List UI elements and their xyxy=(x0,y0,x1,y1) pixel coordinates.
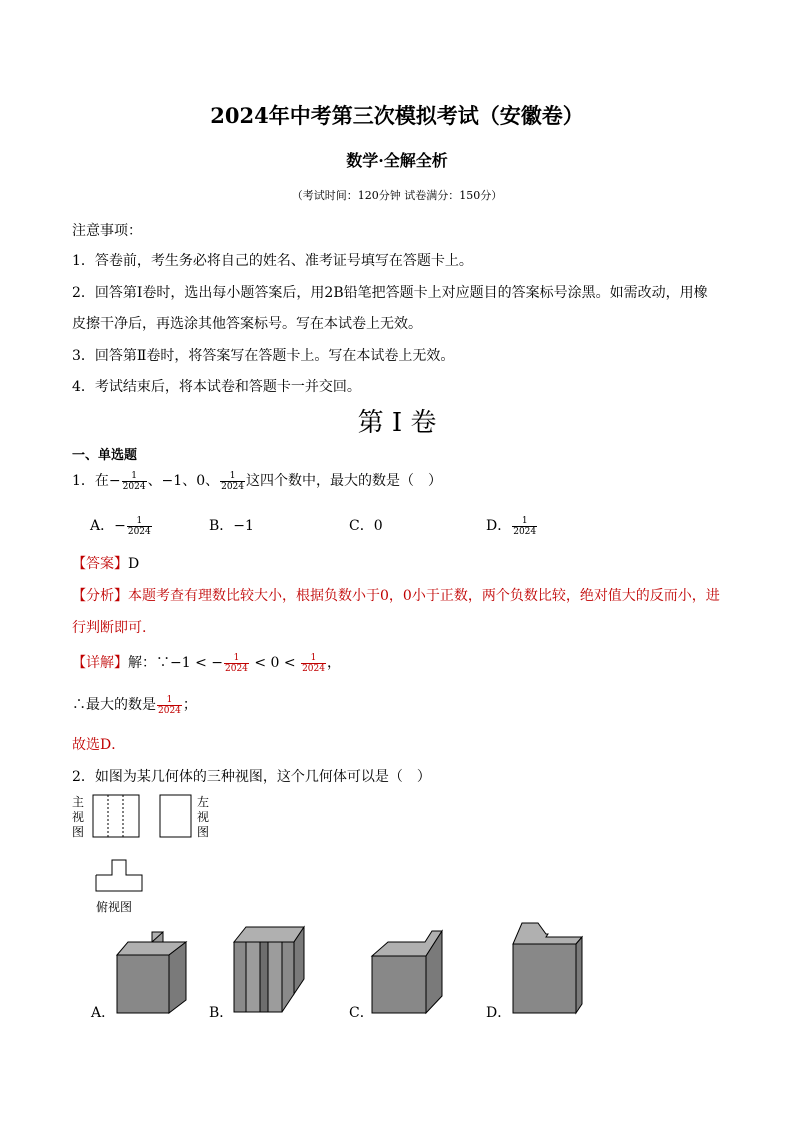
note-item-2: 2．回答第Ⅰ卷时，选出每小题答案后，用2B铅笔把答题卡上对应题目的答案标号涂黑。如需改动，用橡 xyxy=(72,285,708,301)
q1-choose: 故选D． xyxy=(72,737,126,753)
q1-option-d: D． $\frac{1}{2024}$ xyxy=(486,515,537,537)
note-item-4: 4．考试结束后，将本试卷和答题卡一并交回。 xyxy=(72,379,361,395)
question-1: 1．在− $\frac{1}{2024}$ 、−1、0、 $\frac{1}{2024}$ 这四个数中，最大的数是（ ） xyxy=(72,470,443,492)
note-item-2-cont: 皮擦干净后，再选涂其他答案标号。写在本试卷上无效。 xyxy=(72,316,422,332)
volume-title: 第 I 卷 xyxy=(357,408,437,438)
notes-heading: 注意事项： xyxy=(72,223,142,239)
fraction: $\frac{1}{2024}$ xyxy=(122,470,146,492)
front-view-label: 主视图 xyxy=(72,795,85,839)
top-view-label: 俯视图 xyxy=(96,900,133,914)
q2-option-d: D． xyxy=(486,1005,512,1021)
front-view-figure xyxy=(92,794,140,838)
q1-conclusion: ∴最大的数是 $\frac{1}{2024}$ ； xyxy=(72,694,197,716)
q1-analysis-cont: 行判断即可. xyxy=(72,620,147,636)
note-item-3: 3．回答第Ⅱ卷时，将答案写在答题卡上。写在本试卷上无效。 xyxy=(72,348,455,364)
solid-figure-b xyxy=(232,924,308,1016)
q1-detail: 【详解】解：∵−1 < − $\frac{1}{2024}$ < 0 < $\frac{1}{2024}$ ， xyxy=(72,652,341,674)
q2-option-a: A． xyxy=(91,1005,116,1021)
question-2: 2．如图为某几何体的三种视图，这个几何体可以是（ ） xyxy=(72,769,431,785)
exam-info: （考试时间：120分钟 试卷满分：150分） xyxy=(291,189,503,202)
q1-answer: 【答案】D xyxy=(72,556,140,572)
solid-figure-c xyxy=(370,928,445,1016)
q1-option-a: A．− $\frac{1}{2024}$ xyxy=(90,515,151,537)
page-subtitle: 数学·全解全析 xyxy=(346,151,448,170)
solid-figure-d xyxy=(510,920,585,1016)
q2-option-b: B． xyxy=(209,1005,234,1021)
page-title: 2024年中考第三次模拟考试（安徽卷） xyxy=(210,103,584,128)
q2-option-c: C． xyxy=(349,1005,374,1021)
q1-option-b: B．−1 xyxy=(209,518,254,534)
section-title: 一、单选题 xyxy=(72,448,138,463)
q1-option-c: C．0 xyxy=(349,518,383,534)
q1-analysis: 【分析】本题考查有理数比较大小，根据负数小于0，0小于正数，两个负数比较，绝对值大的反而小，进 xyxy=(72,588,720,604)
left-view-figure xyxy=(159,794,193,838)
note-item-1: 1．答卷前，考生务必将自己的姓名、准考证号填写在答题卡上。 xyxy=(72,253,473,269)
solid-figure-a xyxy=(115,928,190,1016)
left-view-label: 左视图 xyxy=(197,795,210,839)
top-view-figure xyxy=(95,858,147,894)
fraction: $\frac{1}{2024}$ xyxy=(221,470,245,492)
